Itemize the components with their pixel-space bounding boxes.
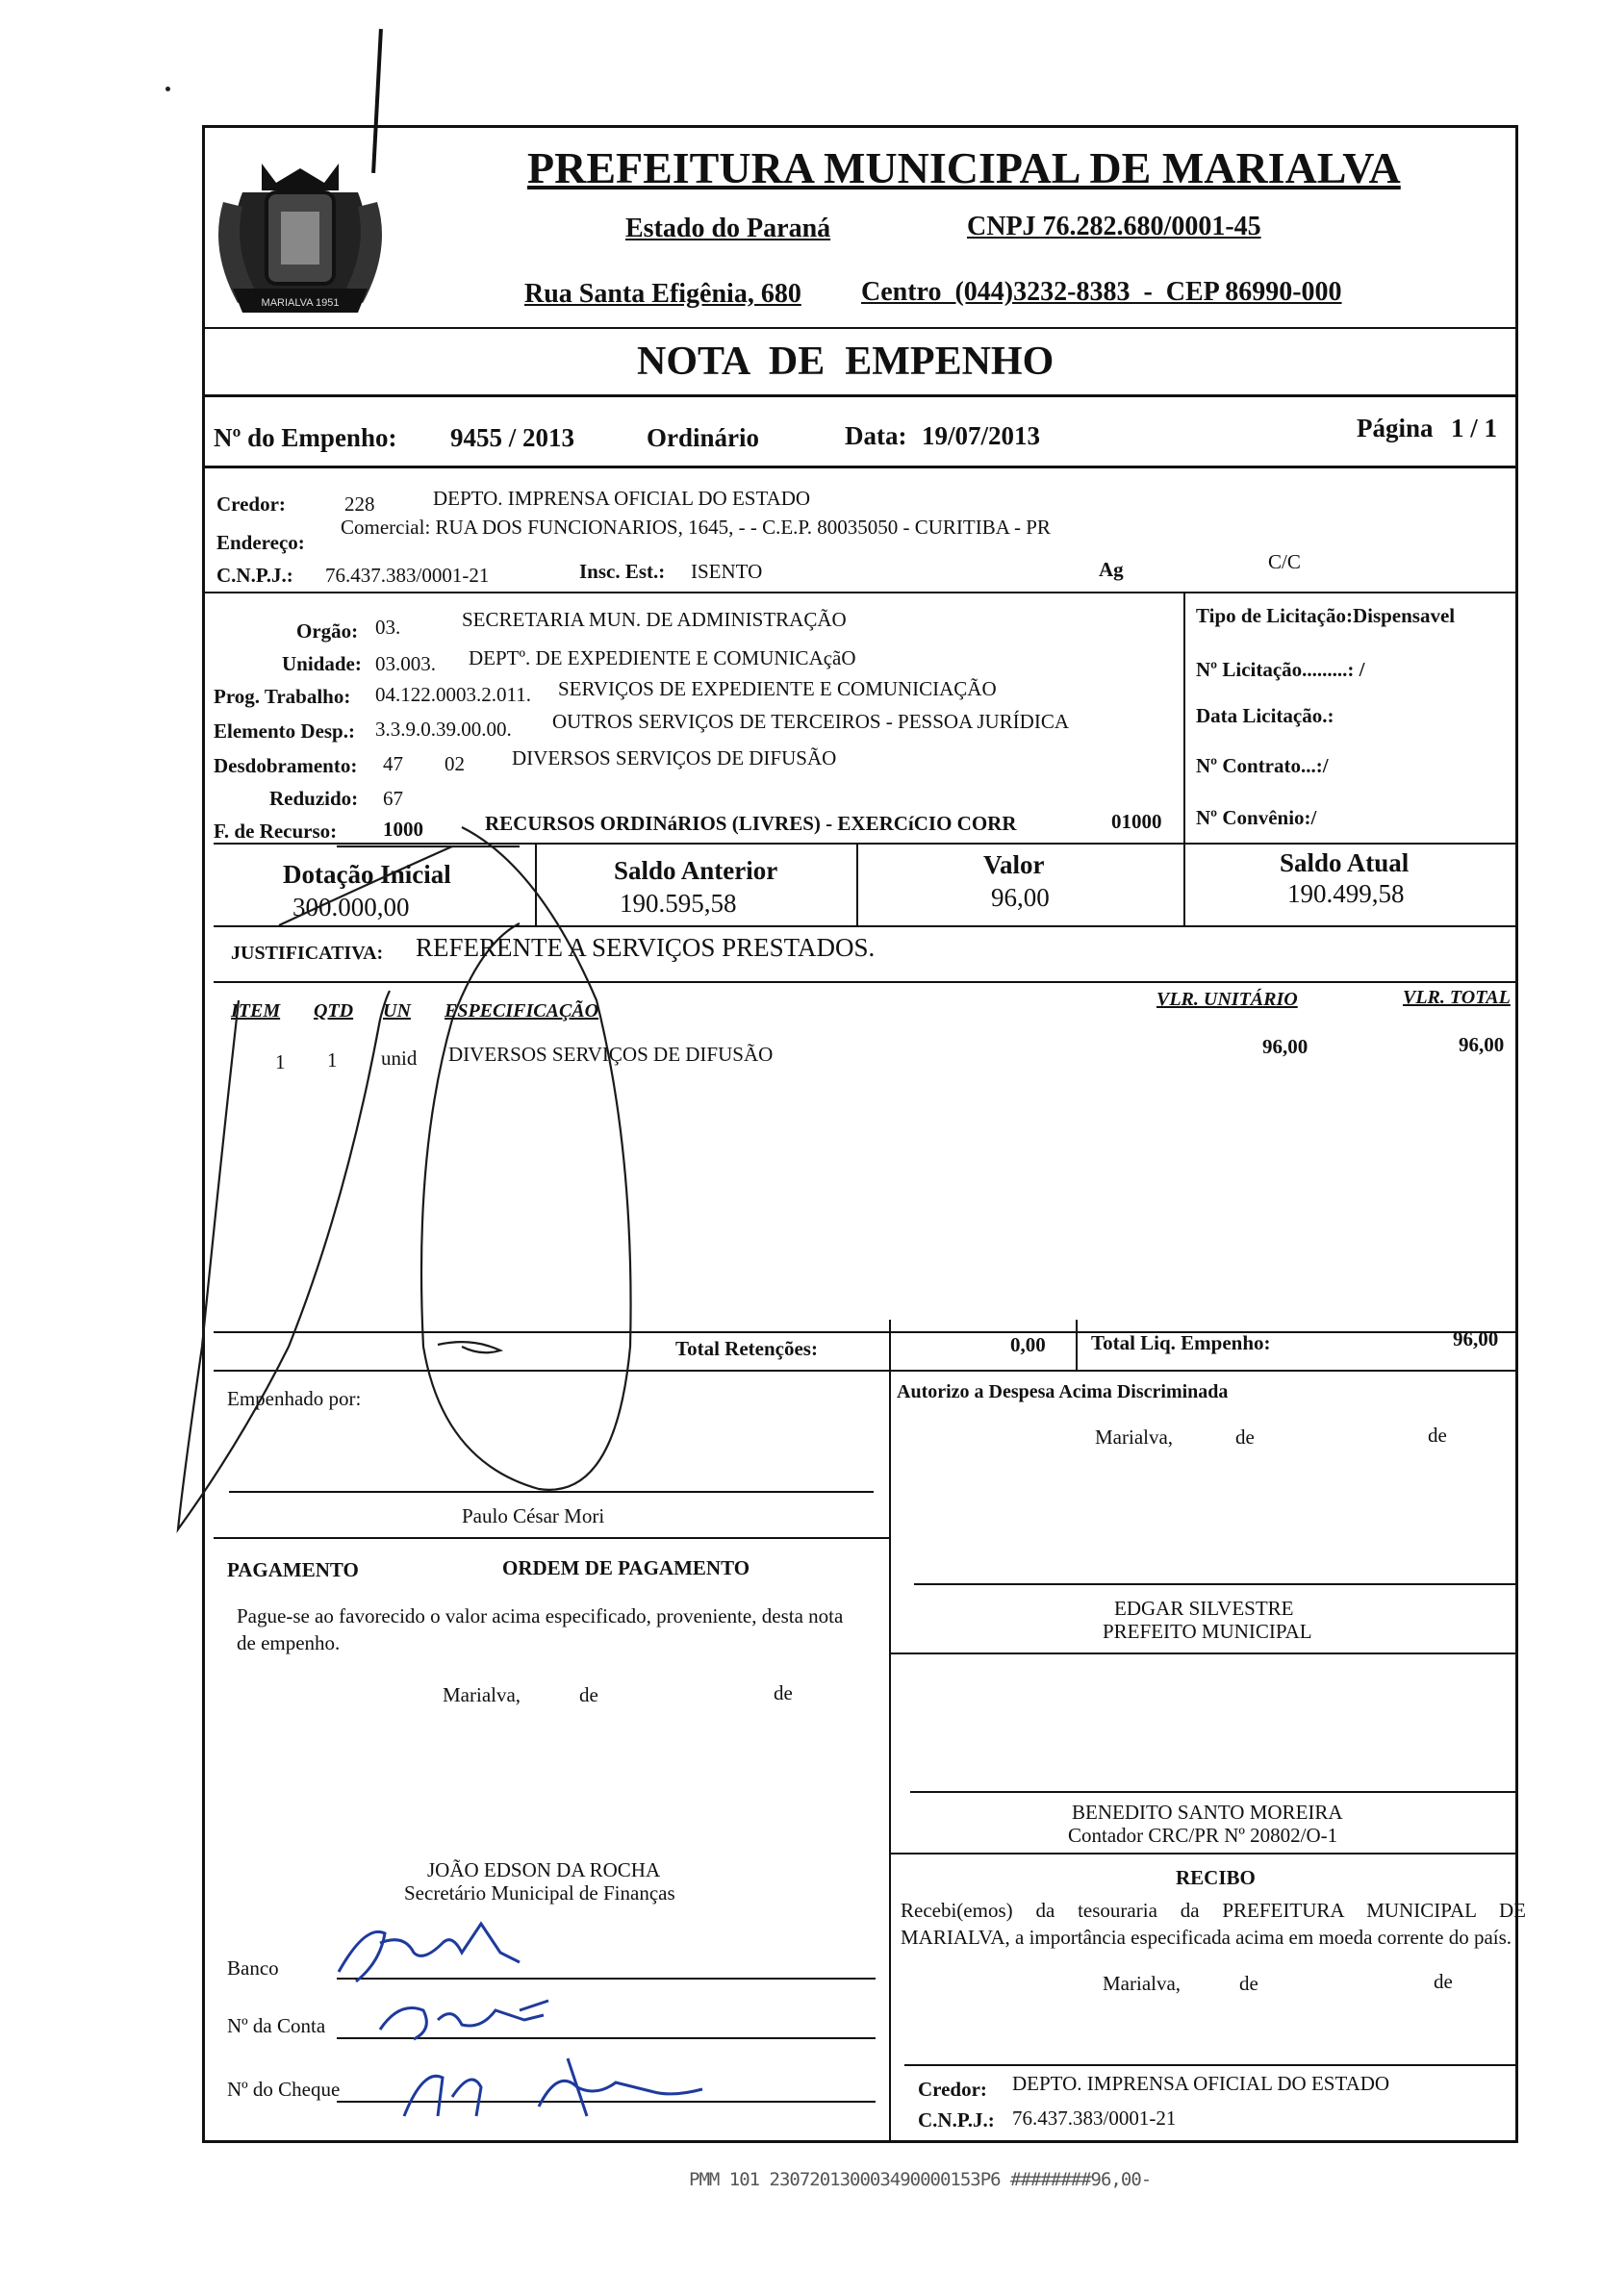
pagamento-text: Pague-se ao favorecido o valor acima especificado, proveniente, desta nota de empenho. [237, 1604, 844, 1654]
banco-label: Banco [227, 1956, 279, 1980]
row-spec: DIVERSOS SERVIÇOS DE DIFUSÃO [448, 1043, 774, 1066]
recibo-text: Recebi(emos) da tesouraria da PREFEITURA MUNICIPAL DE MARIALVA, a importância especificada acima em moeda corrente do país. [901, 1899, 1526, 1949]
reduzido-label: Reduzido: [269, 787, 359, 810]
contador-name: BENEDITO SANTO MOREIRA [1072, 1801, 1343, 1824]
prog-desc: SERVIÇOS DE EXPEDIENTE E COMUNICIAÇÃO [558, 677, 997, 700]
col-qtd: QTD [314, 1000, 354, 1022]
autorizo-label: Autorizo a Despesa Acima Discriminada [897, 1381, 1229, 1402]
recibo-credor: DEPTO. IMPRENSA OFICIAL DO ESTADO [1012, 2072, 1390, 2095]
autorizo-de1: de [1235, 1426, 1255, 1449]
coat-of-arms-band: MARIALVA 1951 [261, 297, 340, 309]
financas-signer-role: Secretário Municipal de Finanças [404, 1881, 675, 1905]
dotacao-value: 300.000,00 [292, 893, 410, 921]
orgao-label: Orgão: [296, 619, 359, 643]
recibo-de2: de [1434, 1970, 1453, 1993]
recurso-code: 1000 [383, 818, 423, 841]
doc-title: NOTA DE EMPENHO [637, 340, 1055, 384]
pagamento-de1: de [579, 1683, 598, 1706]
page-label: Página [1357, 414, 1434, 442]
licitacao-contrato: Nº Contrato...:/ [1196, 754, 1329, 777]
desd-label: Desdobramento: [214, 754, 358, 777]
elem-code: 3.3.9.0.39.00.00. [375, 718, 512, 741]
retencoes-value: 0,00 [1010, 1333, 1046, 1356]
recibo-cnpj-label: C.N.P.J.: [918, 2108, 995, 2132]
financas-signer-name: JOÃO EDSON DA ROCHA [427, 1858, 661, 1881]
row-un: unid [381, 1047, 418, 1070]
header-cnpj: CNPJ 76.282.680/0001-45 [967, 212, 1261, 241]
saldo-atual-label: Saldo Atual [1280, 848, 1410, 877]
justificativa-text: REFERENTE A SERVIÇOS PRESTADOS. [416, 933, 876, 962]
valor-label: Valor [983, 850, 1045, 879]
recurso-label: F. de Recurso: [214, 820, 338, 843]
recurso-num: 01000 [1111, 810, 1162, 833]
desd-code1: 47 [383, 752, 403, 775]
empenho-date: 19/07/2013 [922, 421, 1041, 450]
row-item: 1 [275, 1050, 286, 1073]
licitacao-tipo: Tipo de Licitação:Dispensavel [1196, 604, 1456, 627]
pagamento-label: PAGAMENTO [227, 1558, 359, 1581]
insc-value: ISENTO [691, 560, 763, 583]
empenho-label: Nº do Empenho: [214, 423, 397, 452]
recibo-de1: de [1239, 1972, 1258, 1995]
pagamento-de2: de [774, 1681, 793, 1704]
endereco-label: Endereço: [216, 531, 305, 554]
credor-label: Credor: [216, 492, 286, 516]
liq-label: Total Liq. Empenho: [1091, 1331, 1271, 1354]
contador-role: Contador CRC/PR Nº 20802/O-1 [1068, 1824, 1338, 1847]
page-title: PREFEITURA MUNICIPAL DE MARIALVA [527, 143, 1401, 192]
elem-label: Elemento Desp.: [214, 719, 355, 743]
col-unit: VLR. UNITÁRIO [1156, 989, 1298, 1010]
prog-code: 04.122.0003.2.011. [375, 683, 531, 706]
elem-desc: OUTROS SERVIÇOS DE TERCEIROS - PESSOA JURÍDICA [552, 710, 1070, 733]
creditor-cnpj: 76.437.383/0001-21 [325, 564, 490, 587]
licitacao-convenio: Nº Convênio:/ [1196, 806, 1317, 829]
licitacao-data: Data Licitação.: [1196, 704, 1334, 727]
desd-desc: DIVERSOS SERVIÇOS DE DIFUSÃO [512, 746, 837, 770]
conta-label: Nº da Conta [227, 2014, 326, 2037]
page-number: 1 / 1 [1451, 414, 1498, 442]
header-contact: Centro (044)3232-8383 - CEP 86990-000 [861, 277, 1342, 307]
autorizo-place: Marialva, [1095, 1426, 1174, 1449]
saldo-anterior-value: 190.595,58 [620, 889, 737, 918]
col-item: ITEM [231, 1000, 281, 1022]
recibo-title: RECIBO [1176, 1866, 1256, 1889]
credor-code: 228 [344, 492, 375, 516]
empenho-number: 9455 / 2013 [450, 423, 575, 452]
header-address: Rua Santa Efigênia, 680 [524, 279, 801, 309]
liq-value: 96,00 [1453, 1327, 1499, 1350]
autorizo-de2: de [1428, 1424, 1447, 1447]
recurso-desc: RECURSOS ORDINáRIOS (LIVRES) - EXERCíCIO CORR [485, 812, 1017, 835]
dotacao-label: Dotação Inicial [283, 860, 451, 889]
endereco-value: Comercial: RUA DOS FUNCIONARIOS, 1645, - - C.E.P. 80035050 - CURITIBA - PR [341, 516, 1051, 539]
autorizo-signer-name: EDGAR SILVESTRE [1114, 1597, 1294, 1620]
creditor-cnpj-label: C.N.P.J.: [216, 564, 293, 587]
cc-label: C/C [1268, 550, 1301, 573]
valor-value: 96,00 [991, 883, 1050, 912]
autorizo-signer-role: PREFEITO MUNICIPAL [1103, 1620, 1312, 1643]
prog-label: Prog. Trabalho: [214, 685, 351, 708]
insc-label: Insc. Est.: [579, 560, 666, 583]
unidade-label: Unidade: [282, 652, 362, 675]
empenhado-signer: Paulo César Mori [462, 1504, 605, 1527]
orgao-desc: SECRETARIA MUN. DE ADMINISTRAÇÃO [462, 608, 847, 631]
saldo-atual-value: 190.499,58 [1287, 879, 1405, 908]
micr-line: PMM 101 230720130003490000153P6 ########96,00- [689, 2169, 1152, 2190]
unidade-code: 03.003. [375, 652, 436, 675]
saldo-anterior-label: Saldo Anterior [614, 856, 778, 885]
row-unit: 96,00 [1262, 1035, 1309, 1058]
row-qtd: 1 [327, 1048, 338, 1072]
col-total: VLR. TOTAL [1403, 987, 1511, 1008]
pagamento-place: Marialva, [443, 1683, 521, 1706]
retencoes-label: Total Retenções: [675, 1337, 818, 1360]
empenhado-label: Empenhado por: [227, 1387, 362, 1410]
cheque-label: Nº do Cheque [227, 2078, 341, 2101]
ag-label: Ag [1099, 558, 1124, 581]
date-label: Data: [845, 421, 907, 450]
empenho-type: Ordinário [647, 423, 760, 452]
col-spec: ESPECIFICAÇÃO [445, 1000, 599, 1022]
recibo-place: Marialva, [1103, 1972, 1182, 1995]
credor-name: DEPTO. IMPRENSA OFICIAL DO ESTADO [433, 487, 811, 510]
row-total: 96,00 [1459, 1033, 1505, 1056]
recibo-cnpj: 76.437.383/0001-21 [1012, 2107, 1177, 2130]
licitacao-numero: Nº Licitação.........: / [1196, 658, 1365, 681]
col-un: UN [383, 1000, 411, 1022]
desd-code2: 02 [445, 752, 465, 775]
unidade-desc: DEPTº. DE EXPEDIENTE E COMUNICAçãO [469, 646, 856, 669]
justificativa-label: JUSTIFICATIVA: [231, 943, 384, 964]
orgao-code: 03. [375, 616, 401, 639]
recibo-credor-label: Credor: [918, 2078, 987, 2101]
ordem-pagamento-label: ORDEM DE PAGAMENTO [502, 1556, 750, 1579]
state-name: Estado do Paraná [625, 214, 831, 243]
reduzido-value: 67 [383, 787, 403, 810]
